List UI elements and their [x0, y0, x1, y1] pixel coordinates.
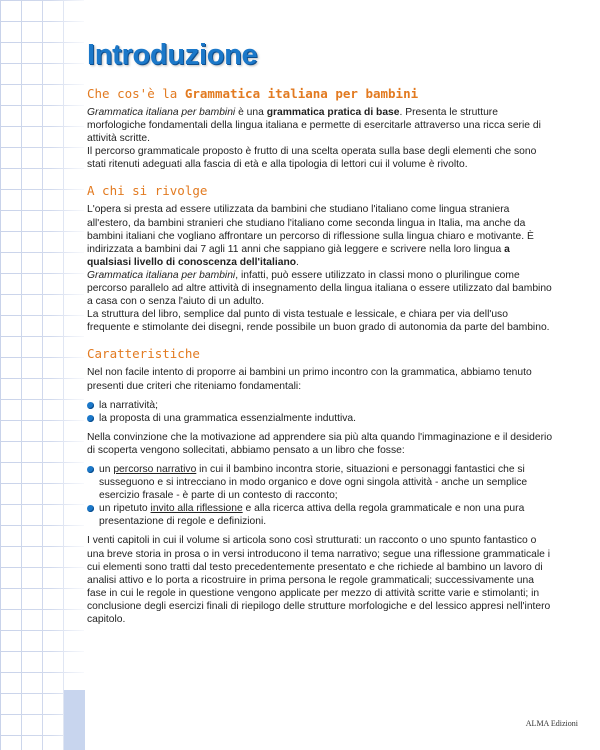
- paragraph: Nel non facile intento di proporre ai bambini un primo incontro con la grammatica, abbiamo tenuto presenti due criteri che riteniamo fondamentali:: [87, 367, 532, 392]
- list-item: la proposta di una grammatica essenzialmente induttiva.: [87, 412, 553, 425]
- bullet-list-book: [87, 463, 553, 528]
- section-heading-audience: A chi si rivolge: [87, 183, 208, 199]
- page-content: [87, 38, 553, 638]
- grid-fade: [0, 0, 84, 750]
- corner-square: [64, 690, 85, 750]
- section-what-is: [87, 86, 553, 171]
- paragraph: Il percorso grammaticale proposto è frutto di una scelta operata sulla base degli elementi che sono stati ritenuti adeguati alla fascia di età e alla tipologia di lettori cui il volume è rivolto.: [87, 146, 537, 171]
- bullet-icon: [87, 415, 94, 422]
- section-heading-features: Caratteristiche: [87, 346, 200, 362]
- paragraph: La struttura del libro, semplice dal punto di vista testuale e lessicale, e chiara per via dell'uso frequente e stimolante dei disegni, rende possibile un buon grado di autonomia da parte del bambino.: [87, 309, 550, 334]
- page-title: Introduzione: [87, 39, 258, 71]
- paragraph: Grammatica italiana per bambini, infatti, può essere utilizzato in classi mono o plurilingue come percorso parallelo ad altre attività di insegnamento della lingua italiana o essere utilizzato dal bambino a casa con o senza l'aiuto di un adulto.: [87, 269, 552, 308]
- list-item: la narratività;: [87, 399, 553, 412]
- publisher-footer: ALMA Edizioni: [525, 719, 578, 728]
- section-audience: [87, 183, 553, 334]
- bullet-icon: [87, 466, 94, 473]
- list-item: un percorso narrativo in cui il bambino incontra storie, situazioni e personaggi fantastici che si susseguono e si intrecciano in modo organico e dove ogni singola attività - anche un semplice esercizio frasale - è parte di un contesto di racconto;: [87, 463, 553, 502]
- bullet-list-criteria: [87, 399, 553, 425]
- bullet-icon: [87, 505, 94, 512]
- list-item: un ripetuto invito alla riflessione e alla ricerca attiva della regola grammaticale e non una pura presentazione di regole e definizioni.: [87, 502, 553, 528]
- paragraph: I venti capitoli in cui il volume si articola sono così strutturati: un racconto o uno spunto fantastico o una breve storia in prosa o in versi introducono il tema narrativo; segue una riflessione grammaticale i cui elementi sono tratti dal testo precedentemente presentato e che richiede al bambino un lavoro di analisi attivo e lo porta a ricostruire in prima persona le regole grammaticali; successivamente una fase in cui le regole in questione vengono applicate per mezzo di attività scritte varie e stimolanti; in conclusione degli esercizi finali di riepilogo delle strutture morfologiche e del lessico appresi nell'intero capitolo.: [87, 535, 551, 625]
- paragraph: Grammatica italiana per bambini è una grammatica pratica di base. Presenta le strutture morfologiche fondamentali della lingua italiana e permette di esercitarle attraverso una ricca serie di attività scritte.: [87, 107, 541, 145]
- paragraph: L'opera si presta ad essere utilizzata da bambini che studiano l'italiano come lingua straniera all'estero, da bambini stranieri che studiano l'italiano come seconda lingua in Italia, ma anche da bambini italiani che vogliano affrontare un percorso di riflessione sulla lingua chiaro e motivante. È indirizzata a bambini dai 7 agli 11 anni che sappiano già leggere e scrivere nella loro lingua a qualsiasi livello di conoscenza dell'italiano.: [87, 204, 534, 268]
- paragraph: Nella convinzione che la motivazione ad apprendere sia più alta quando l'immaginazione e il desiderio di scoperta vengono sollecitati, abbiamo pensato a un libro che fosse:: [87, 431, 553, 456]
- bullet-icon: [87, 402, 94, 409]
- section-features: [87, 346, 553, 626]
- section-heading-what-is: Che cos'è la Grammatica italiana per bambini: [87, 86, 419, 101]
